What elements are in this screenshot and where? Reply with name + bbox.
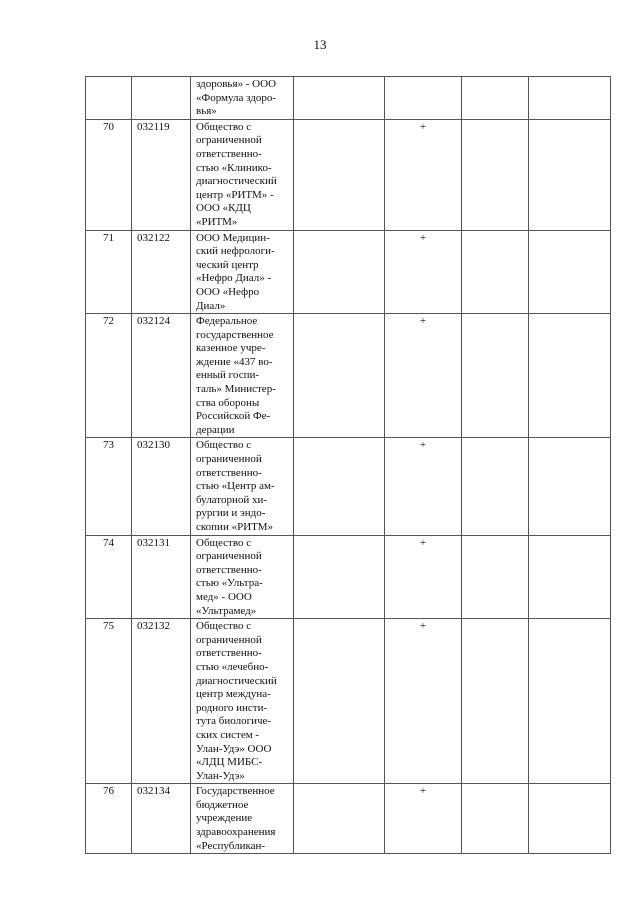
row-number: 76 <box>86 784 132 854</box>
empty-cell <box>529 119 611 230</box>
row-code: 032122 <box>132 230 191 314</box>
organization-name-line: ограниченной <box>196 633 262 646</box>
participation-mark: + <box>385 535 462 619</box>
table-row <box>86 314 611 438</box>
organization-name-line: центр междуна- <box>196 688 271 701</box>
organization-name-line: учреждение <box>196 812 253 825</box>
organization-name-line: Общество с <box>196 620 252 633</box>
participation-mark: + <box>385 784 462 854</box>
empty-cell <box>294 619 385 784</box>
organization-name-line: дерации <box>196 423 235 436</box>
participation-mark: + <box>385 119 462 230</box>
row-code: 032130 <box>132 438 191 535</box>
table-row <box>86 535 611 619</box>
table-row <box>86 77 611 120</box>
organization-name <box>191 619 294 784</box>
row-number <box>86 77 132 120</box>
organization-name-line: «РИТМ» <box>196 215 238 228</box>
organization-name-line: рургии и эндо- <box>196 507 266 520</box>
organization-name-line: «Республикан- <box>196 839 266 852</box>
row-number: 73 <box>86 438 132 535</box>
table-row <box>86 619 611 784</box>
empty-cell <box>529 535 611 619</box>
organization-name-line: здравоохранения <box>196 826 276 839</box>
empty-cell <box>294 314 385 438</box>
organization-name-line: диагностический <box>196 674 277 687</box>
empty-cell <box>462 77 529 120</box>
organization-name-line: вья» <box>196 105 217 118</box>
page-number: 13 <box>313 37 327 52</box>
row-number: 75 <box>86 619 132 784</box>
empty-cell <box>462 314 529 438</box>
participation-mark: + <box>385 438 462 535</box>
organization-name-line: ответственно- <box>196 466 262 479</box>
organization-name-line: Государственное <box>196 785 275 798</box>
organization-name <box>191 77 294 120</box>
organization-name-line: ский нефрологи- <box>196 245 275 258</box>
organization-name-line: родного инсти- <box>196 701 268 714</box>
organization-name-line: Диал» <box>196 299 226 312</box>
organization-name-line: тута биологиче- <box>196 715 272 728</box>
empty-cell <box>529 619 611 784</box>
table-row <box>86 119 611 230</box>
row-number: 74 <box>86 535 132 619</box>
organization-name-line: ства обороны <box>196 396 260 409</box>
organization-name-line: ООО Медицин- <box>196 231 270 244</box>
organization-name-line: Общество с <box>196 439 252 452</box>
organization-name-line: ждение «437 во- <box>196 355 273 368</box>
organization-name-line: булаторной хи- <box>196 493 268 506</box>
row-code <box>132 77 191 120</box>
row-code: 032132 <box>132 619 191 784</box>
organization-name-line: ограниченной <box>196 134 262 147</box>
organization-name-line: здоровья» - ООО <box>196 78 277 90</box>
empty-cell <box>462 535 529 619</box>
empty-cell <box>462 119 529 230</box>
organization-name-line: ческий центр <box>196 258 259 271</box>
organization-name-line: ограниченной <box>196 453 262 466</box>
organization-name-line: стью «лечебно- <box>196 660 269 673</box>
participation-mark: + <box>385 230 462 314</box>
organization-name-line: ответственно- <box>196 147 262 160</box>
empty-cell <box>529 784 611 854</box>
organization-name-line: енный госпи- <box>196 369 260 382</box>
row-code: 032134 <box>132 784 191 854</box>
row-number: 71 <box>86 230 132 314</box>
organization-name <box>191 438 294 535</box>
participation-mark: + <box>385 619 462 784</box>
empty-cell <box>462 619 529 784</box>
organization-name <box>191 119 294 230</box>
organization-name <box>191 784 294 854</box>
empty-cell <box>462 438 529 535</box>
organization-name-line: стью «Центр ам- <box>196 480 275 493</box>
organization-name-line: ограниченной <box>196 550 262 563</box>
empty-cell <box>294 784 385 854</box>
organization-name-line: скопии «РИТМ» <box>196 521 273 533</box>
empty-cell <box>294 119 385 230</box>
participation-mark <box>385 77 462 120</box>
empty-cell <box>294 230 385 314</box>
organization-name-line: центр «РИТМ» - <box>196 188 274 201</box>
organization-name-line: Российской Фе- <box>196 410 271 423</box>
organization-name-line: мед» - ООО <box>196 590 252 603</box>
table-row <box>86 230 611 314</box>
empty-cell <box>529 230 611 314</box>
empty-cell <box>462 784 529 854</box>
organization-name-line: ответственно- <box>196 563 262 576</box>
organization-name-line: ООО «Нефро <box>196 285 260 298</box>
organization-name-line: стью «Ультра- <box>196 577 263 590</box>
row-code: 032119 <box>132 119 191 230</box>
organization-name <box>191 230 294 314</box>
organization-name-line: диагностический <box>196 175 277 188</box>
participation-mark: + <box>385 314 462 438</box>
organization-name-line: «Формула здоро- <box>196 91 277 104</box>
row-code: 032131 <box>132 535 191 619</box>
organization-name-line: Общество с <box>196 120 252 133</box>
empty-cell <box>294 438 385 535</box>
row-number: 72 <box>86 314 132 438</box>
organization-name <box>191 314 294 438</box>
row-code: 032124 <box>132 314 191 438</box>
registry-table <box>85 76 611 854</box>
row-number: 70 <box>86 119 132 230</box>
organization-name-line: «ЛДЦ МИБС- <box>196 756 263 769</box>
organization-name <box>191 535 294 619</box>
organization-name-line: стью «Клинико- <box>196 161 272 174</box>
organization-name-line: «Нефро Диал» - <box>196 272 272 285</box>
empty-cell <box>294 535 385 619</box>
table-row <box>86 784 611 854</box>
organization-name-line: ООО «КДЦ <box>196 202 251 215</box>
organization-name-line: Улан-Удэ» ООО <box>196 742 272 755</box>
organization-name-line: ответственно- <box>196 647 262 660</box>
organization-name-line: казенное учре- <box>196 342 266 355</box>
organization-name-line: Улан-Удэ» <box>196 769 245 782</box>
empty-cell <box>462 230 529 314</box>
empty-cell <box>294 77 385 120</box>
empty-cell <box>529 314 611 438</box>
organization-name-line: Федеральное <box>196 315 258 328</box>
empty-cell <box>529 77 611 120</box>
organization-name-line: «Ультрамед» <box>196 604 257 617</box>
organization-name-line: бюджетное <box>196 798 249 811</box>
organization-name-line: Общество с <box>196 536 252 549</box>
organization-name-line: ских систем - <box>196 728 260 741</box>
organization-name-line: государственное <box>196 328 274 341</box>
table-row <box>86 438 611 535</box>
organization-name-line: таль» Министер- <box>196 383 276 396</box>
empty-cell <box>529 438 611 535</box>
